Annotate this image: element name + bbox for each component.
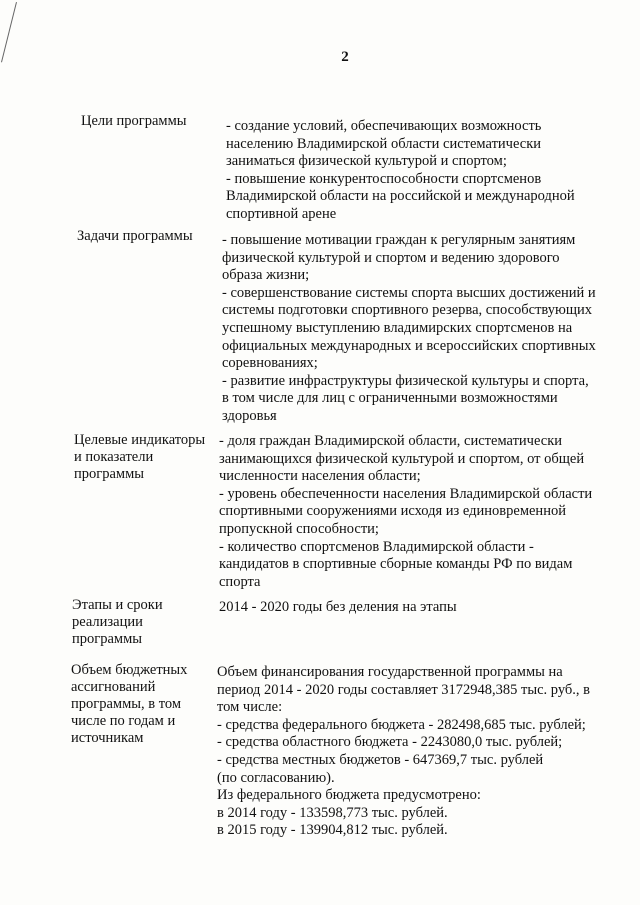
text-line: здоровья: [222, 407, 277, 424]
row-label: [71, 662, 187, 747]
row-text: [217, 664, 612, 840]
text-line: численности населения области;: [219, 468, 421, 485]
label-line: Объем бюджетных: [71, 662, 188, 678]
text-line: занимающихся физической культурой и спортом, от общей: [219, 450, 585, 467]
text-line: 2014 - 2020 годы без деления на этапы: [219, 599, 457, 615]
text-line: - доля граждан Владимирской области, систематически: [219, 433, 563, 449]
text-line: спортивной арене: [226, 205, 337, 222]
label-line: Цели программы: [81, 113, 187, 129]
text-line: населению Владимирской области систематически: [226, 135, 541, 152]
text-line: - средства федерального бюджета - 282498,685 тыс. рублей;: [217, 716, 586, 733]
text-line: заниматься физической культурой и спортом;: [226, 153, 507, 170]
page-number: 2: [341, 49, 349, 65]
text-line: - создание условий, обеспечивающих возможность: [226, 118, 542, 134]
label-line: Этапы и сроки: [72, 597, 163, 613]
label-line: источникам: [71, 730, 144, 746]
text-line: период 2014 - 2020 годы составляет 3172948,385 тыс. руб., в: [217, 681, 591, 698]
text-line: соревнованиях;: [222, 355, 318, 372]
text-line: (по согласованию).: [217, 769, 335, 786]
text-line: пропускной способности;: [219, 520, 379, 537]
row-label: [74, 432, 205, 483]
row-text: [219, 599, 614, 617]
text-line: - средства областного бюджета - 2243080,0 тыс. рублей;: [217, 734, 563, 751]
text-line: спортивными сооружениями исходя из единовременной: [219, 503, 566, 520]
text-line: системы подготовки спортивного резерва, способствующих: [222, 302, 593, 319]
label-line: числе по годам и: [71, 713, 176, 729]
label-line: Задачи программы: [77, 228, 193, 244]
label-line: программы: [74, 466, 144, 482]
text-line: в том числе для лиц с ограниченными возможностями: [222, 390, 558, 407]
row-text: [219, 433, 614, 591]
row-label: [72, 597, 163, 648]
label-line: Целевые индикаторы: [74, 432, 206, 448]
text-line: в 2014 году - 133598,773 тыс. рублей.: [217, 804, 448, 821]
row-label: [81, 113, 187, 130]
text-line: - повышение мотивации граждан к регулярным занятиям: [222, 232, 576, 248]
row-text: [226, 118, 621, 224]
label-line: и показатели: [74, 449, 154, 465]
label-line: реализации: [72, 614, 143, 630]
text-line: - развитие инфраструктуры физической культуры и спорта,: [222, 372, 589, 389]
text-line: том числе:: [217, 699, 283, 716]
label-line: ассигнований: [71, 679, 156, 695]
text-line: - совершенствование системы спорта высших достижений и: [222, 284, 596, 301]
row-label: [77, 228, 193, 245]
text-line: - количество спортсменов Владимирской области -: [219, 538, 534, 555]
text-line: - средства местных бюджетов - 647369,7 тыс. рублей: [217, 751, 544, 768]
text-line: в 2015 году - 139904,812 тыс. рублей.: [217, 822, 448, 839]
text-line: спорта: [219, 573, 261, 590]
label-line: программы, в том: [71, 696, 182, 712]
text-line: Объем финансирования государственной программы на: [217, 664, 563, 680]
text-line: Из федерального бюджета предусмотрено:: [217, 787, 481, 804]
text-line: кандидатов в спортивные сборные команды РФ по видам: [219, 556, 573, 573]
row-text: [222, 232, 617, 426]
label-line: программы: [72, 631, 142, 647]
text-line: - уровень обеспеченности населения Владимирской области: [219, 485, 593, 502]
text-line: Владимирской области на российской и международной: [226, 188, 575, 205]
text-line: успешному выступлению владимирских спортсменов на: [222, 319, 573, 336]
text-line: официальных международных и всероссийских спортивных: [222, 337, 596, 354]
text-line: - повышение конкурентоспособности спортсменов: [226, 170, 542, 187]
text-line: образа жизни;: [222, 267, 310, 284]
text-line: физической культурой и спортом и ведению здорового: [222, 249, 560, 266]
